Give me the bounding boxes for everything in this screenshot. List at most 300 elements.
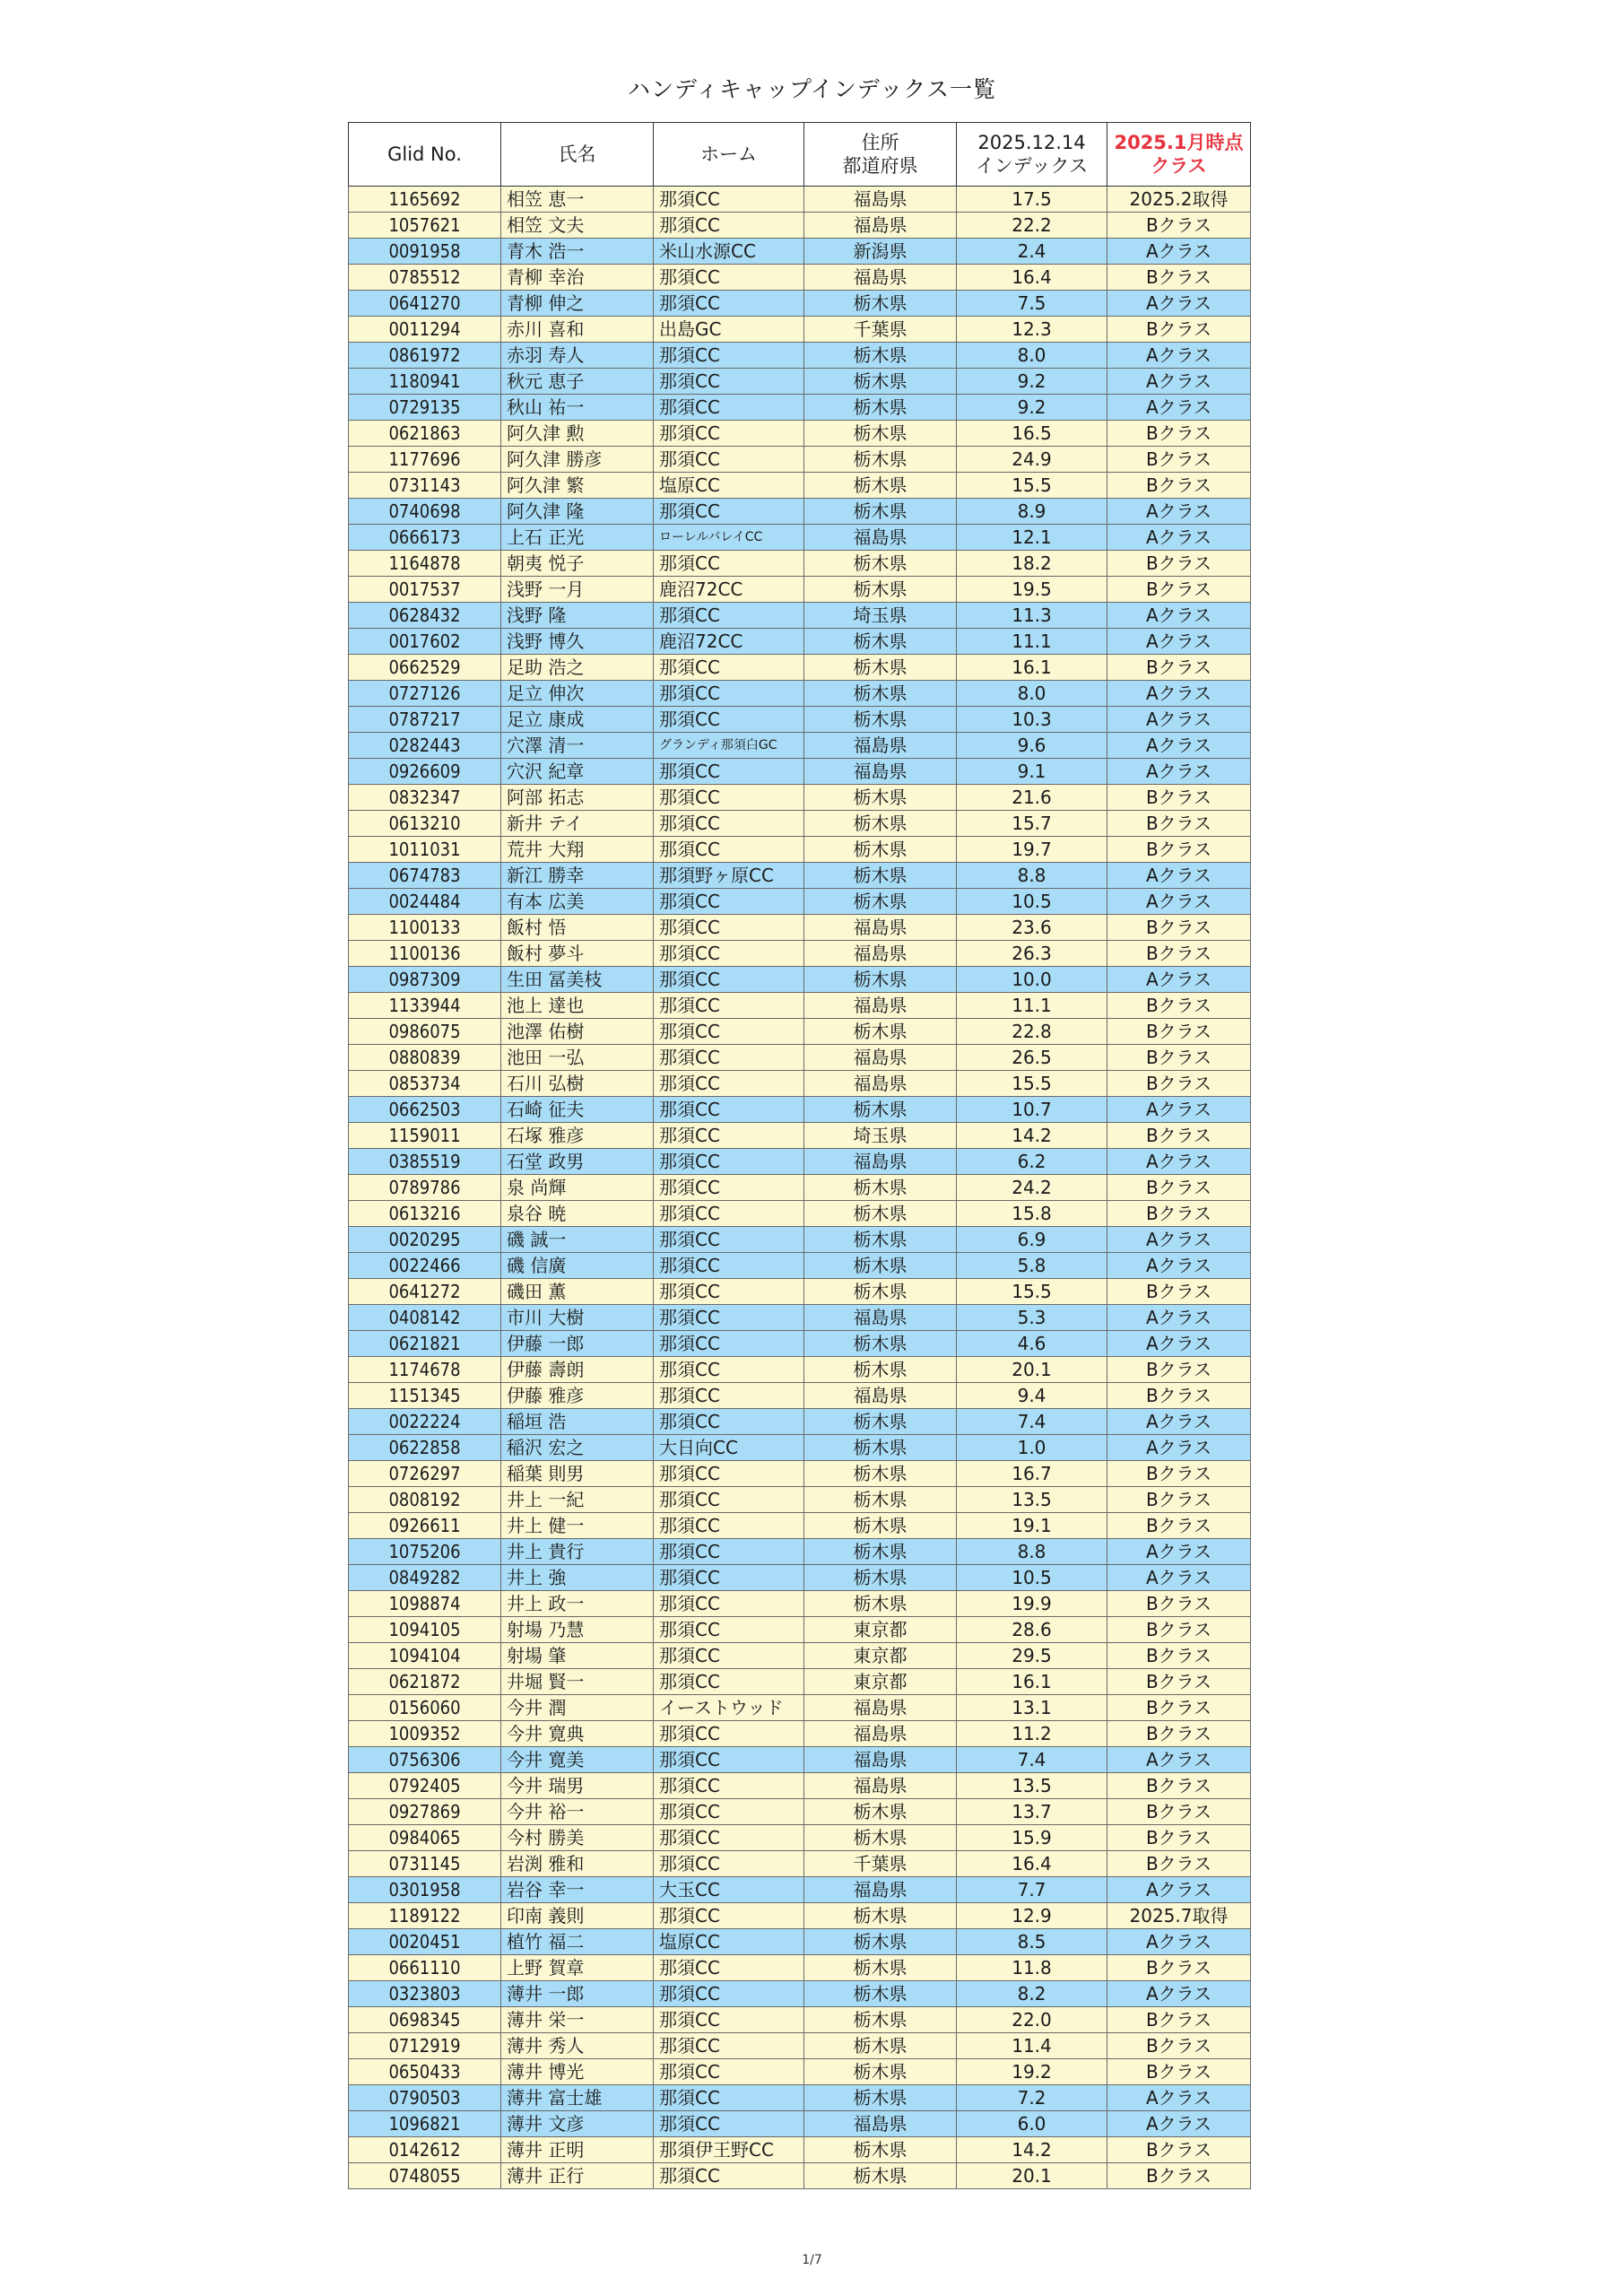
table-row <box>349 1877 1251 1903</box>
name-cell: 青柳 幸治 <box>501 265 654 291</box>
table-row <box>349 1955 1251 1981</box>
table-row <box>349 1383 1251 1409</box>
index-cell: 29.5 <box>957 1643 1107 1669</box>
index-cell: 9.2 <box>957 369 1107 395</box>
glid-cell: 0785512 <box>349 265 501 291</box>
index-cell: 10.0 <box>957 967 1107 993</box>
home-course-cell: 那須CC <box>654 655 804 681</box>
index-cell: 8.9 <box>957 499 1107 525</box>
class-cell: Aクラス <box>1107 629 1251 655</box>
class-cell: Bクラス <box>1107 655 1251 681</box>
class-cell: Aクラス <box>1107 2111 1251 2137</box>
class-cell: Aクラス <box>1107 499 1251 525</box>
table-row <box>349 499 1251 525</box>
glid-cell: 0621863 <box>349 421 501 447</box>
glid-cell: 0621821 <box>349 1331 501 1357</box>
name-cell: 伊藤 雅彦 <box>501 1383 654 1409</box>
glid-cell: 0861972 <box>349 343 501 369</box>
class-cell: Bクラス <box>1107 551 1251 577</box>
class-cell: Bクラス <box>1107 2033 1251 2059</box>
prefecture-cell: 栃木県 <box>804 447 957 473</box>
class-cell: Bクラス <box>1107 1045 1251 1071</box>
class-cell: Aクラス <box>1107 967 1251 993</box>
prefecture-cell: 栃木県 <box>804 2085 957 2111</box>
table-row <box>349 447 1251 473</box>
header-class-line2: クラス <box>1151 155 1207 177</box>
name-cell: 岩渕 雅和 <box>501 1851 654 1877</box>
name-cell: 上石 正光 <box>501 525 654 551</box>
class-cell: Bクラス <box>1107 1019 1251 1045</box>
index-cell: 10.5 <box>957 1565 1107 1591</box>
index-cell: 23.6 <box>957 915 1107 941</box>
table-row <box>349 1747 1251 1773</box>
name-cell: 飯村 悟 <box>501 915 654 941</box>
glid-cell: 0731145 <box>349 1851 501 1877</box>
glid-cell: 1177696 <box>349 447 501 473</box>
header-index <box>957 123 1107 187</box>
prefecture-cell: 栃木県 <box>804 863 957 889</box>
glid-cell: 0017602 <box>349 629 501 655</box>
glid-cell: 0926609 <box>349 759 501 785</box>
index-cell: 19.1 <box>957 1513 1107 1539</box>
prefecture-cell: 栃木県 <box>804 1903 957 1929</box>
class-cell: Aクラス <box>1107 1227 1251 1253</box>
class-cell: Aクラス <box>1107 1253 1251 1279</box>
name-cell: 井上 健一 <box>501 1513 654 1539</box>
name-cell: 阿部 拓志 <box>501 785 654 811</box>
prefecture-cell: 千葉県 <box>804 1851 957 1877</box>
name-cell: 秋山 祐一 <box>501 395 654 421</box>
table-body <box>349 187 1251 2189</box>
glid-cell: 1164878 <box>349 551 501 577</box>
glid-cell: 0282443 <box>349 733 501 759</box>
glid-cell: 0641270 <box>349 291 501 317</box>
class-cell: Aクラス <box>1107 343 1251 369</box>
glid-cell: 1094104 <box>349 1643 501 1669</box>
prefecture-cell: 栃木県 <box>804 1461 957 1487</box>
home-course-cell: 那須CC <box>654 1539 804 1565</box>
name-cell: 有本 広美 <box>501 889 654 915</box>
prefecture-cell: 福島県 <box>804 2111 957 2137</box>
glid-cell: 0662503 <box>349 1097 501 1123</box>
table-row <box>349 1539 1251 1565</box>
name-cell: 伊藤 一郎 <box>501 1331 654 1357</box>
class-cell: Bクラス <box>1107 1799 1251 1825</box>
home-course-cell: 那須伊王野CC <box>654 2137 804 2163</box>
prefecture-cell: 栃木県 <box>804 681 957 707</box>
name-cell: 井堀 賢一 <box>501 1669 654 1695</box>
prefecture-cell: 栃木県 <box>804 1253 957 1279</box>
home-course-cell: 那須CC <box>654 1097 804 1123</box>
name-cell: 磯田 薫 <box>501 1279 654 1305</box>
class-cell: Bクラス <box>1107 421 1251 447</box>
home-course-cell: 那須CC <box>654 2085 804 2111</box>
name-cell: 相笠 恵一 <box>501 187 654 213</box>
name-cell: 石堂 政男 <box>501 1149 654 1175</box>
table-row <box>349 1461 1251 1487</box>
home-course-cell: グランディ那須白GC <box>654 733 804 759</box>
prefecture-cell: 栃木県 <box>804 629 957 655</box>
table-row <box>349 1851 1251 1877</box>
name-cell: 井上 貴行 <box>501 1539 654 1565</box>
table-row <box>349 421 1251 447</box>
table-row <box>349 1617 1251 1643</box>
class-cell: Bクラス <box>1107 1721 1251 1747</box>
class-cell: Bクラス <box>1107 1487 1251 1513</box>
glid-cell: 0091958 <box>349 239 501 265</box>
home-course-cell: 那須CC <box>654 681 804 707</box>
home-course-cell: 那須CC <box>654 1617 804 1643</box>
table-row <box>349 525 1251 551</box>
name-cell: 赤川 喜和 <box>501 317 654 343</box>
prefecture-cell: 福島県 <box>804 1695 957 1721</box>
table-row <box>349 1123 1251 1149</box>
home-course-cell: 那須CC <box>654 2163 804 2189</box>
prefecture-cell: 栃木県 <box>804 1357 957 1383</box>
table-row <box>349 1097 1251 1123</box>
table-row <box>349 1773 1251 1799</box>
table-row <box>349 1357 1251 1383</box>
prefecture-cell: 福島県 <box>804 1383 957 1409</box>
prefecture-cell: 福島県 <box>804 1877 957 1903</box>
name-cell: 岩谷 幸一 <box>501 1877 654 1903</box>
name-cell: 生田 冨美枝 <box>501 967 654 993</box>
prefecture-cell: 栃木県 <box>804 369 957 395</box>
table-row <box>349 759 1251 785</box>
glid-cell: 0727126 <box>349 681 501 707</box>
home-course-cell: 那須CC <box>654 1799 804 1825</box>
home-course-cell: 那須CC <box>654 837 804 863</box>
name-cell: 新江 勝幸 <box>501 863 654 889</box>
table-row <box>349 1149 1251 1175</box>
class-cell: Bクラス <box>1107 447 1251 473</box>
glid-cell: 0022224 <box>349 1409 501 1435</box>
class-cell: Aクラス <box>1107 1409 1251 1435</box>
name-cell: 薄井 博光 <box>501 2059 654 2085</box>
name-cell: 市川 大樹 <box>501 1305 654 1331</box>
prefecture-cell: 栃木県 <box>804 577 957 603</box>
prefecture-cell: 栃木県 <box>804 655 957 681</box>
home-course-cell: 那須CC <box>654 2007 804 2033</box>
index-cell: 8.0 <box>957 343 1107 369</box>
table-row <box>349 993 1251 1019</box>
class-cell: Aクラス <box>1107 369 1251 395</box>
index-cell: 18.2 <box>957 551 1107 577</box>
prefecture-cell: 栃木県 <box>804 707 957 733</box>
class-cell: Aクラス <box>1107 759 1251 785</box>
index-cell: 17.5 <box>957 187 1107 213</box>
name-cell: 足立 伸次 <box>501 681 654 707</box>
name-cell: 印南 義則 <box>501 1903 654 1929</box>
glid-cell: 0849282 <box>349 1565 501 1591</box>
prefecture-cell: 栃木県 <box>804 2137 957 2163</box>
index-cell: 28.6 <box>957 1617 1107 1643</box>
prefecture-cell: 福島県 <box>804 525 957 551</box>
home-course-cell: ローレルバレイCC <box>654 525 804 551</box>
name-cell: 植竹 福二 <box>501 1929 654 1955</box>
home-course-cell: 那須CC <box>654 265 804 291</box>
table-row <box>349 1799 1251 1825</box>
table-row <box>349 915 1251 941</box>
prefecture-cell: 栃木県 <box>804 421 957 447</box>
name-cell: 浅野 一月 <box>501 577 654 603</box>
home-course-cell: 大玉CC <box>654 1877 804 1903</box>
class-cell: Bクラス <box>1107 993 1251 1019</box>
prefecture-cell: 栃木県 <box>804 2163 957 2189</box>
header-home: ホーム <box>654 123 804 187</box>
prefecture-cell: 栃木県 <box>804 1981 957 2007</box>
glid-cell: 0011294 <box>349 317 501 343</box>
table-row <box>349 681 1251 707</box>
glid-cell: 0022466 <box>349 1253 501 1279</box>
index-cell: 7.7 <box>957 1877 1107 1903</box>
home-course-cell: 那須CC <box>654 1383 804 1409</box>
table-row <box>349 577 1251 603</box>
header-prefecture-line1: 住所 <box>861 132 899 153</box>
prefecture-cell: 福島県 <box>804 1773 957 1799</box>
table-row <box>349 1019 1251 1045</box>
glid-cell: 0787217 <box>349 707 501 733</box>
name-cell: 池澤 佑樹 <box>501 1019 654 1045</box>
class-cell: Aクラス <box>1107 1929 1251 1955</box>
name-cell: 泉 尚輝 <box>501 1175 654 1201</box>
table-row <box>349 941 1251 967</box>
name-cell: 薄井 正行 <box>501 2163 654 2189</box>
class-cell: Aクラス <box>1107 395 1251 421</box>
index-cell: 6.9 <box>957 1227 1107 1253</box>
header-prefecture-line2: 都道府県 <box>842 155 918 177</box>
header-glid: Glid No. <box>349 123 501 187</box>
index-cell: 10.7 <box>957 1097 1107 1123</box>
table-row <box>349 2111 1251 2137</box>
home-course-cell: 那須CC <box>654 395 804 421</box>
home-course-cell: 那須CC <box>654 1279 804 1305</box>
class-cell: Aクラス <box>1107 889 1251 915</box>
handicap-index-table <box>348 122 1251 2189</box>
glid-cell: 0641272 <box>349 1279 501 1305</box>
glid-cell: 1057621 <box>349 213 501 239</box>
name-cell: 井上 一紀 <box>501 1487 654 1513</box>
index-cell: 12.9 <box>957 1903 1107 1929</box>
table-row <box>349 1981 1251 2007</box>
name-cell: 荒井 大翔 <box>501 837 654 863</box>
prefecture-cell: 栃木県 <box>804 837 957 863</box>
index-cell: 6.0 <box>957 2111 1107 2137</box>
index-cell: 22.8 <box>957 1019 1107 1045</box>
prefecture-cell: 福島県 <box>804 733 957 759</box>
table-header <box>349 123 1251 187</box>
table-row <box>349 733 1251 759</box>
home-course-cell: 那須CC <box>654 1409 804 1435</box>
class-cell: Aクラス <box>1107 603 1251 629</box>
glid-cell: 0926611 <box>349 1513 501 1539</box>
class-cell: Aクラス <box>1107 1539 1251 1565</box>
prefecture-cell: 千葉県 <box>804 317 957 343</box>
index-cell: 14.2 <box>957 2137 1107 2163</box>
home-course-cell: 鹿沼72CC <box>654 577 804 603</box>
glid-cell: 0712919 <box>349 2033 501 2059</box>
class-cell: Aクラス <box>1107 2085 1251 2111</box>
table-row <box>349 2085 1251 2111</box>
index-cell: 9.4 <box>957 1383 1107 1409</box>
index-cell: 14.2 <box>957 1123 1107 1149</box>
table-row <box>349 785 1251 811</box>
glid-cell: 0853734 <box>349 1071 501 1097</box>
home-course-cell: 那須CC <box>654 1305 804 1331</box>
home-course-cell: 那須CC <box>654 1513 804 1539</box>
glid-cell: 0020295 <box>349 1227 501 1253</box>
glid-cell: 0020451 <box>349 1929 501 1955</box>
home-course-cell: 那須CC <box>654 1227 804 1253</box>
glid-cell: 0731143 <box>349 473 501 499</box>
header-prefecture <box>804 123 957 187</box>
class-cell: Bクラス <box>1107 1955 1251 1981</box>
glid-cell: 0790503 <box>349 2085 501 2111</box>
glid-cell: 0789786 <box>349 1175 501 1201</box>
name-cell: 今井 裕一 <box>501 1799 654 1825</box>
class-cell: Aクラス <box>1107 1565 1251 1591</box>
name-cell: 伊藤 壽朗 <box>501 1357 654 1383</box>
table-row <box>349 1487 1251 1513</box>
prefecture-cell: 福島県 <box>804 915 957 941</box>
prefecture-cell: 東京都 <box>804 1617 957 1643</box>
prefecture-cell: 栃木県 <box>804 1539 957 1565</box>
table-row <box>349 1591 1251 1617</box>
class-cell: Aクラス <box>1107 733 1251 759</box>
class-cell: Bクラス <box>1107 1383 1251 1409</box>
glid-cell: 1151345 <box>349 1383 501 1409</box>
name-cell: 池上 達也 <box>501 993 654 1019</box>
table-row <box>349 187 1251 213</box>
index-cell: 10.3 <box>957 707 1107 733</box>
prefecture-cell: 栃木県 <box>804 1955 957 1981</box>
prefecture-cell: 福島県 <box>804 1149 957 1175</box>
home-course-cell: 那須CC <box>654 551 804 577</box>
name-cell: 稲葉 則男 <box>501 1461 654 1487</box>
prefecture-cell: 栃木県 <box>804 1591 957 1617</box>
class-cell: Bクラス <box>1107 1201 1251 1227</box>
table-row <box>349 1279 1251 1305</box>
index-cell: 12.1 <box>957 525 1107 551</box>
name-cell: 井上 政一 <box>501 1591 654 1617</box>
name-cell: 石塚 雅彦 <box>501 1123 654 1149</box>
glid-cell: 1100136 <box>349 941 501 967</box>
prefecture-cell: 栃木県 <box>804 1331 957 1357</box>
index-cell: 5.8 <box>957 1253 1107 1279</box>
prefecture-cell: 栃木県 <box>804 1565 957 1591</box>
glid-cell: 1165692 <box>349 187 501 213</box>
home-course-cell: 那須CC <box>654 1565 804 1591</box>
home-course-cell: 米山水源CC <box>654 239 804 265</box>
class-cell: Aクラス <box>1107 1305 1251 1331</box>
table-row <box>349 213 1251 239</box>
prefecture-cell: 栃木県 <box>804 395 957 421</box>
name-cell: 今井 寛典 <box>501 1721 654 1747</box>
index-cell: 21.6 <box>957 785 1107 811</box>
index-cell: 16.1 <box>957 1669 1107 1695</box>
glid-cell: 1133944 <box>349 993 501 1019</box>
table-row <box>349 2163 1251 2189</box>
index-cell: 15.8 <box>957 1201 1107 1227</box>
class-cell: Bクラス <box>1107 1669 1251 1695</box>
glid-cell: 1189122 <box>349 1903 501 1929</box>
home-course-cell: 那須CC <box>654 499 804 525</box>
index-cell: 16.4 <box>957 1851 1107 1877</box>
home-course-cell: 那須CC <box>654 967 804 993</box>
table-row <box>349 1435 1251 1461</box>
index-cell: 11.1 <box>957 629 1107 655</box>
index-cell: 22.2 <box>957 213 1107 239</box>
name-cell: 井上 強 <box>501 1565 654 1591</box>
index-cell: 19.7 <box>957 837 1107 863</box>
glid-cell: 1009352 <box>349 1721 501 1747</box>
prefecture-cell: 福島県 <box>804 1721 957 1747</box>
home-course-cell: 那須CC <box>654 1955 804 1981</box>
index-cell: 26.3 <box>957 941 1107 967</box>
table-row <box>349 1669 1251 1695</box>
table-row <box>349 1825 1251 1851</box>
prefecture-cell: 栃木県 <box>804 1227 957 1253</box>
index-cell: 11.1 <box>957 993 1107 1019</box>
prefecture-cell: 栃木県 <box>804 551 957 577</box>
glid-cell: 0017537 <box>349 577 501 603</box>
home-course-cell: 那須野ヶ原CC <box>654 863 804 889</box>
glid-cell: 0613210 <box>349 811 501 837</box>
glid-cell: 0156060 <box>349 1695 501 1721</box>
glid-cell: 0880839 <box>349 1045 501 1071</box>
prefecture-cell: 福島県 <box>804 1045 957 1071</box>
class-cell: Bクラス <box>1107 785 1251 811</box>
glid-cell: 0832347 <box>349 785 501 811</box>
prefecture-cell: 福島県 <box>804 1747 957 1773</box>
table-row <box>349 1227 1251 1253</box>
prefecture-cell: 栃木県 <box>804 1279 957 1305</box>
index-cell: 15.7 <box>957 811 1107 837</box>
index-cell: 16.1 <box>957 655 1107 681</box>
prefecture-cell: 福島県 <box>804 993 957 1019</box>
class-cell: 2025.7取得 <box>1107 1903 1251 1929</box>
home-course-cell: イーストウッド <box>654 1695 804 1721</box>
home-course-cell: 那須CC <box>654 1903 804 1929</box>
class-cell: Bクラス <box>1107 1695 1251 1721</box>
table-row <box>349 889 1251 915</box>
index-cell: 20.1 <box>957 1357 1107 1383</box>
index-cell: 12.3 <box>957 317 1107 343</box>
name-cell: 池田 一弘 <box>501 1045 654 1071</box>
table-row <box>349 811 1251 837</box>
table-row <box>349 2007 1251 2033</box>
name-cell: 浅野 隆 <box>501 603 654 629</box>
name-cell: 石川 弘樹 <box>501 1071 654 1097</box>
class-cell: Bクラス <box>1107 1123 1251 1149</box>
name-cell: 足立 康成 <box>501 707 654 733</box>
prefecture-cell: 栃木県 <box>804 473 957 499</box>
table-row <box>349 369 1251 395</box>
glid-cell: 0748055 <box>349 2163 501 2189</box>
name-cell: 泉谷 暁 <box>501 1201 654 1227</box>
header-index-line2: インデックス <box>975 155 1089 177</box>
index-cell: 19.9 <box>957 1591 1107 1617</box>
table-row <box>349 1201 1251 1227</box>
index-cell: 11.2 <box>957 1721 1107 1747</box>
table-row <box>349 1071 1251 1097</box>
prefecture-cell: 栃木県 <box>804 1201 957 1227</box>
index-cell: 22.0 <box>957 2007 1107 2033</box>
glid-cell: 0792405 <box>349 1773 501 1799</box>
name-cell: 上野 賀章 <box>501 1955 654 1981</box>
class-cell: Bクラス <box>1107 941 1251 967</box>
class-cell: Aクラス <box>1107 1877 1251 1903</box>
